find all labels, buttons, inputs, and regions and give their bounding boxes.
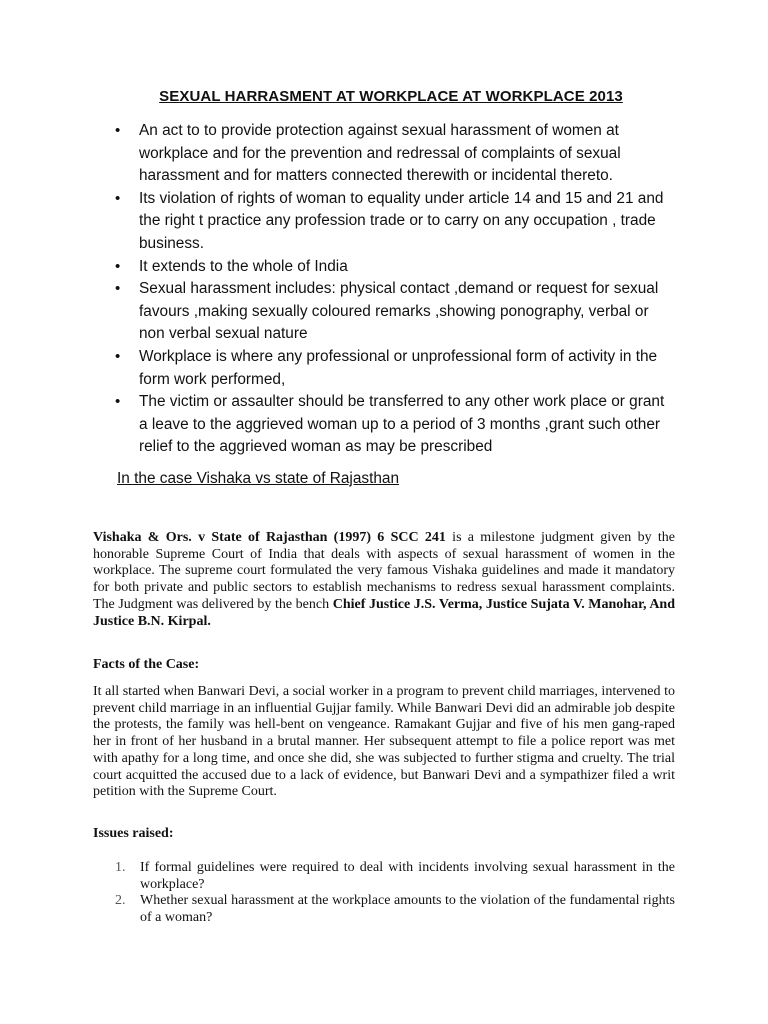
- issue-text: If formal guidelines were required to deal with incidents involving sexual harassment in the workplace?: [140, 860, 675, 892]
- list-item: [113, 391, 673, 459]
- bullet-text: It extends to the whole of India: [139, 257, 348, 275]
- case-citation: Vishaka & Ors. v State of Rajasthan (1997) 6 SCC 241: [93, 530, 446, 545]
- document-title-text: SEXUAL HARRASMENT AT WORKPLACE AT WORKPLACE 2013: [159, 88, 623, 105]
- list-item: [113, 346, 673, 391]
- facts-paragraph: It all started when Banwari Devi, a social worker in a program to prevent child marriages, intervened to prevent child marriage in an influential Gujjar family. While Banwari Devi did an admirable job despite the protests, the family was hell-bent on vengeance. Ramakant Gujjar and five of his men gang-raped her in front of her husband in a brutal manner. Her subsequent attempt to file a police report was met with apathy for a long time, and once she did, she was subjected to further stigma and cruelty. The trial court acquitted the accused due to a lack of evidence, but Banwari Devi and a sympathizer filed a writ petition with the Supreme Court.: [93, 684, 675, 800]
- list-item: [113, 278, 673, 346]
- issue-number: 1.: [115, 860, 126, 875]
- issues-heading: Issues raised:: [93, 826, 174, 841]
- bullet-icon: •: [115, 189, 121, 207]
- document-title: [0, 88, 768, 105]
- bullet-text: Its violation of rights of woman to equality under article 14 and 15 and 21 and the right t practice any profession trade or to carry on any occupation , trade business.: [139, 189, 664, 252]
- list-item: [113, 188, 673, 256]
- facts-heading: Facts of the Case:: [93, 657, 200, 672]
- intro-body: is a milestone judgment given by the honorable Supreme Court of India that deals with aspects of sexual harassment of women in the workplace. The supreme court formulated the very famous Vishaka guidelines and made it mandatory for both private and public sectors to establish mechanisms to redress sexual harassment complaints. The Judgment was delivered by the bench: [93, 530, 675, 612]
- bullet-icon: •: [115, 347, 121, 365]
- bullet-icon: •: [115, 280, 121, 298]
- intro-paragraph: [93, 530, 675, 630]
- bullet-text: Sexual harassment includes: physical contact ,demand or request for sexual favours ,making sexually coloured remarks ,showing ponography, verbal or non verbal sexual nature: [139, 280, 659, 343]
- list-item: [93, 893, 675, 926]
- bullet-text: The victim or assaulter should be transferred to any other work place or grant a leave to the aggrieved woman up to a period of 3 months ,grant such other relief to the aggrieved woman as may be prescribed: [139, 393, 665, 456]
- bullet-icon: •: [115, 393, 121, 411]
- list-item: [113, 120, 673, 188]
- case-heading: In the case Vishaka vs state of Rajasthan: [117, 470, 400, 487]
- issues-list: [93, 860, 675, 927]
- issue-text: Whether sexual harassment at the workplace amounts to the violation of the fundamental rights of a woman?: [140, 893, 675, 926]
- bench-names: Chief Justice J.S. Verma, Justice Sujata V. Manohar, And Justice B.N. Kirpal.: [93, 596, 675, 629]
- bullet-text: Workplace is where any professional or unprofessional form of activity in the form work performed,: [139, 347, 658, 388]
- bullet-list: [113, 120, 673, 459]
- issue-number: 2.: [115, 893, 126, 909]
- list-item: [93, 860, 675, 893]
- bullet-icon: •: [115, 122, 121, 139]
- bullet-icon: •: [115, 257, 121, 275]
- bullet-text: An act to to provide protection against sexual harassment of women at workplace and for the prevention and redressal of complaints of sexual harassment and for matters connected therewith or incidental thereto.: [139, 122, 621, 185]
- list-item: [113, 256, 673, 279]
